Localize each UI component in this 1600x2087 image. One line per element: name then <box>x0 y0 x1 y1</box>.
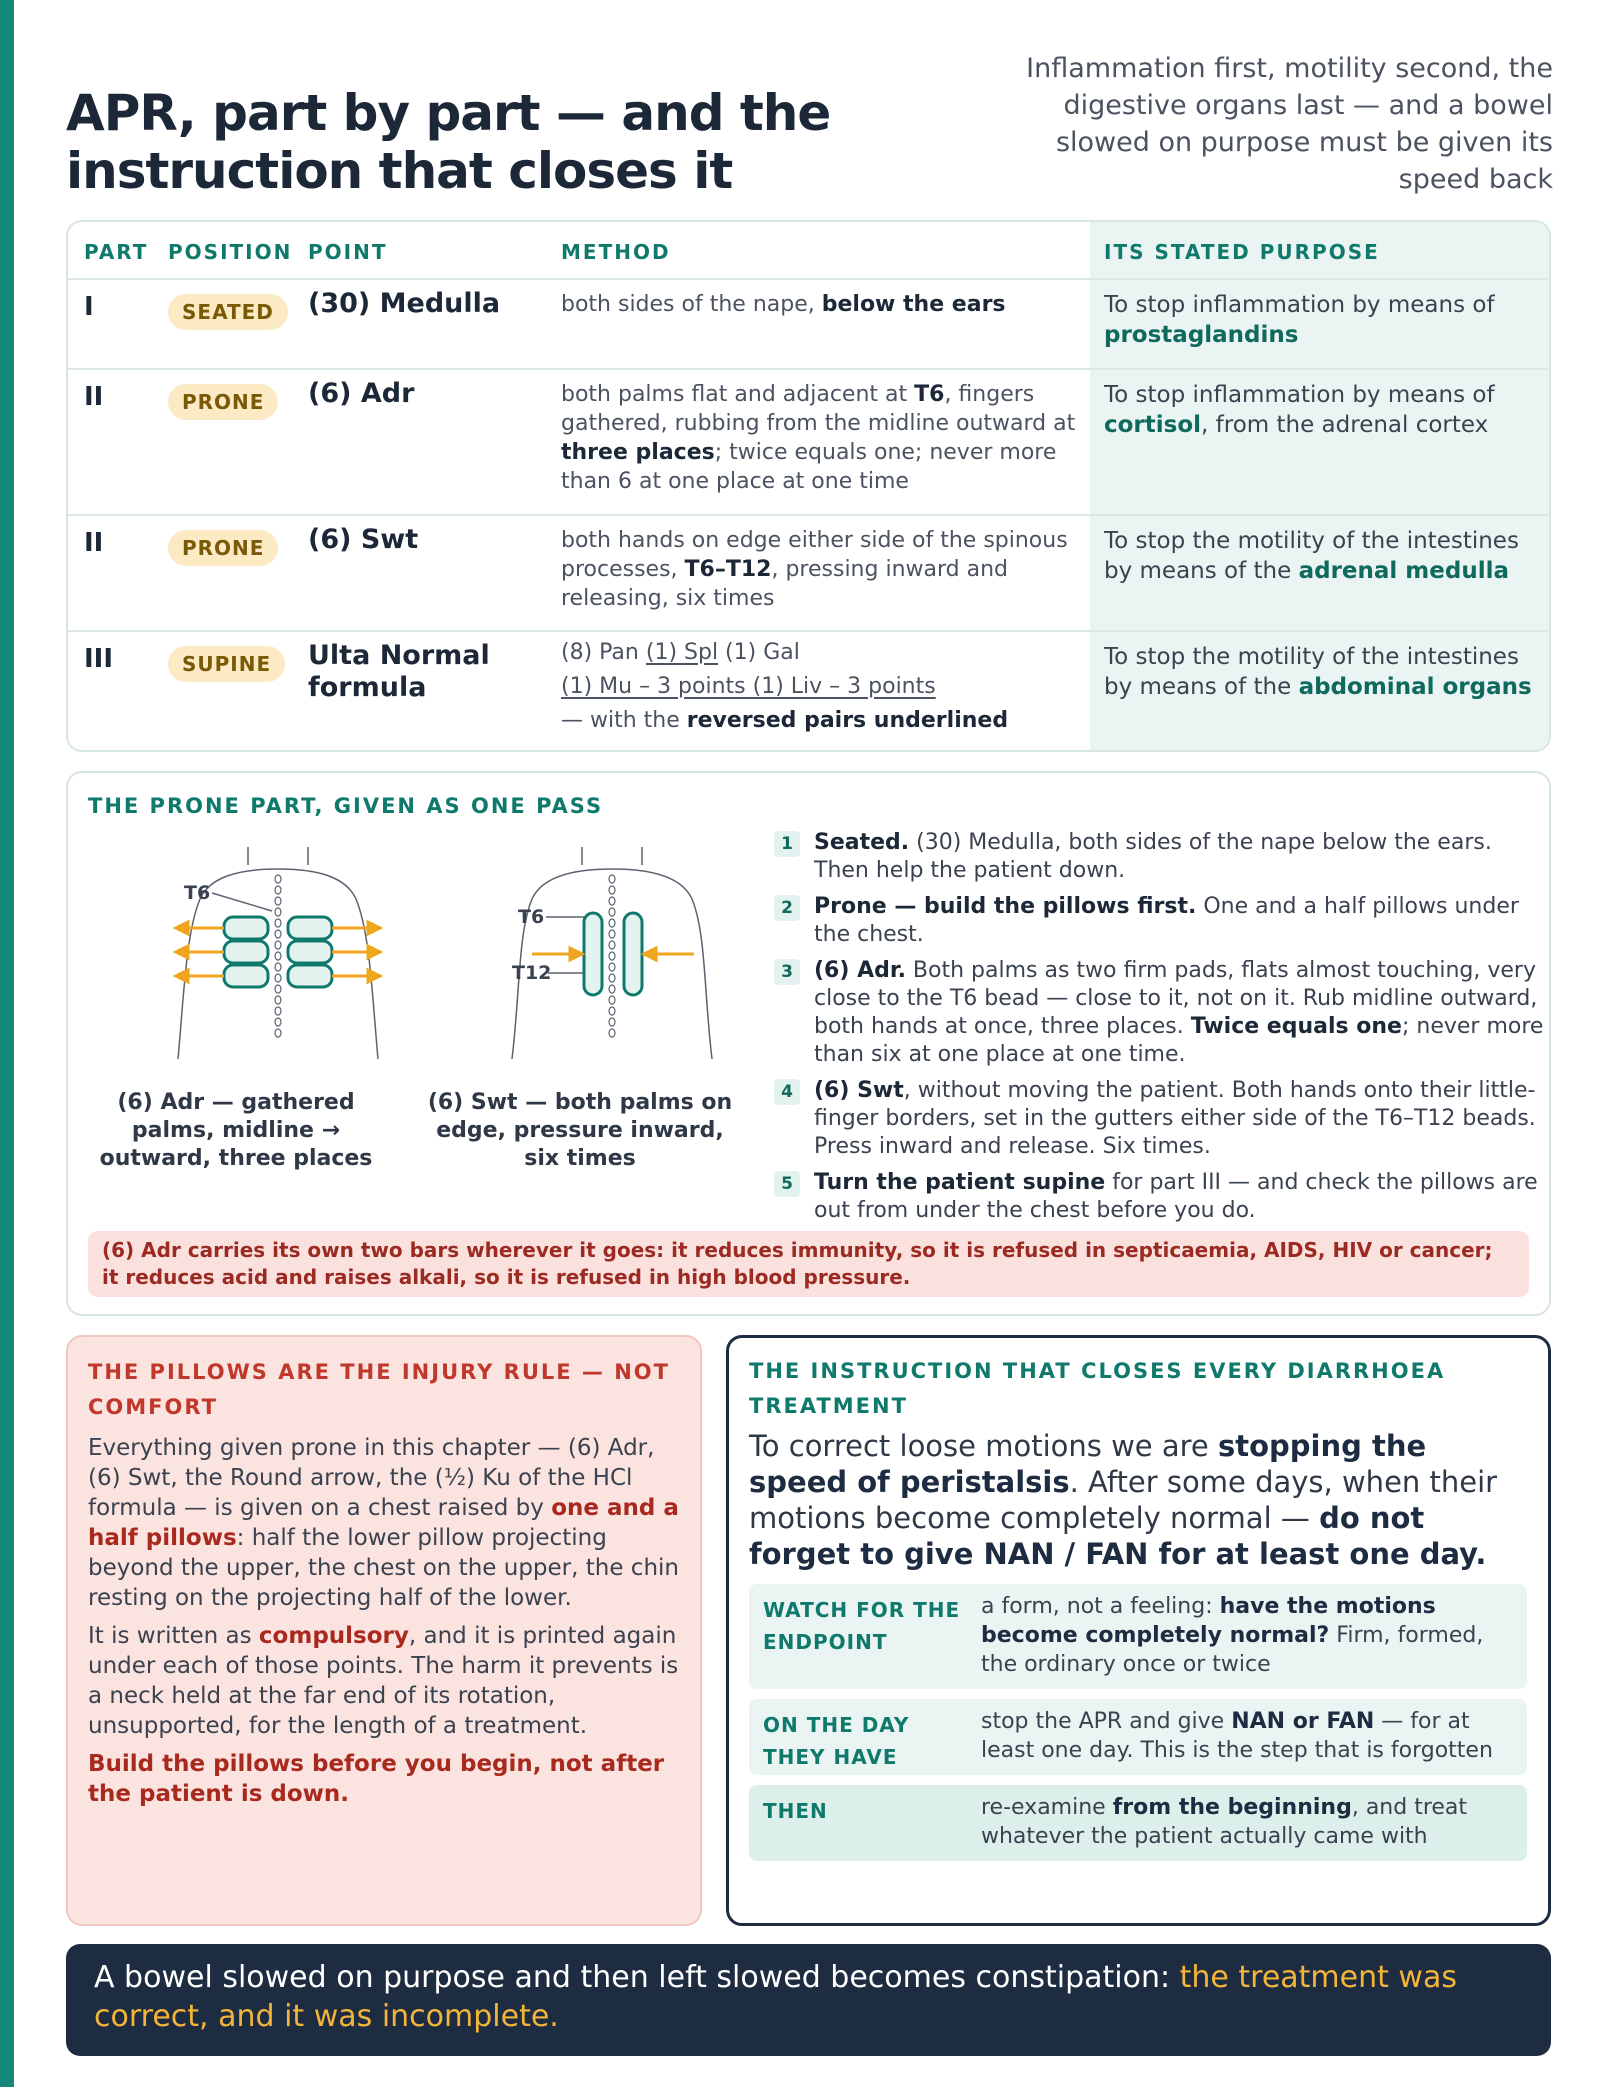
table-row <box>68 370 1551 514</box>
instruction-lead: To correct loose motions we are stopping the speed of peristalsis. After some days, when their motions become completely normal — do not forget to give NAN / FAN for at least one day. <box>749 1429 1498 1571</box>
pillows-paragraph-3: Build the pillows before you begin, not after the patient is down. <box>88 1751 665 1807</box>
step-number: 5 <box>774 1171 800 1197</box>
point-cell: (6) Swt <box>308 524 419 555</box>
pillows-heading: THE PILLOWS ARE THE INJURY RULE — NOT COMFORT <box>88 1360 670 1419</box>
list-item: 1 Seated. (30) Medulla, both sides of the nape below the ears. Then help the patient down. <box>774 829 1544 885</box>
steps-list <box>774 829 1544 1233</box>
row-label: THEN <box>763 1799 828 1823</box>
position-badge: SUPINE <box>168 646 285 682</box>
point-cell: (30) Medulla <box>308 288 501 319</box>
t12-label: T12 <box>512 962 552 984</box>
header-point: POINT <box>308 240 388 264</box>
left-accent-bar <box>0 0 14 2087</box>
row-label: WATCH FOR THE ENDPOINT <box>763 1598 961 1654</box>
adr-contraindication-warning: (6) Adr carries its own two bars wherever it goes: it reduces immunity, so it is refused in septicaemia, AIDS, HIV or cancer; it reduces acid and raises alkali, so it is refused in high blood pressure. <box>88 1231 1529 1297</box>
method-cell: both palms flat and adjacent at T6, fingers gathered, rubbing from the midline outward at three places; twice equals one; never more than 6 at one place at one time <box>561 382 1076 494</box>
purpose-cell: To stop inflammation by means of prostaglandins <box>1104 292 1495 348</box>
table-row <box>68 516 1551 630</box>
instruction-heading: THE INSTRUCTION THAT CLOSES EVERY DIARRHOEA TREATMENT <box>749 1359 1446 1418</box>
table-row <box>68 280 1551 368</box>
instruction-row: THEN re-examine from the beginning, and treat whatever the patient actually came with <box>749 1785 1527 1861</box>
part-cell: II <box>84 382 104 412</box>
adr-back-diagram <box>128 843 428 1063</box>
purpose-cell: To stop the motility of the intestines by means of the adrenal medulla <box>1104 528 1519 584</box>
closing-instruction-card <box>726 1335 1551 1926</box>
apr-table <box>66 220 1551 752</box>
part-cell: I <box>84 292 94 322</box>
step-number: 1 <box>774 831 800 857</box>
header-method: METHOD <box>561 240 671 264</box>
list-item: 2 Prone — build the pillows first. One and a half pillows under the chest. <box>774 893 1544 949</box>
page-title: APR, part by part — and the instruction that closes it <box>66 84 831 200</box>
t6-label: T6 <box>184 882 211 904</box>
header-part: PART <box>84 240 149 264</box>
t6-label: T6 <box>518 906 545 928</box>
swt-back-diagram <box>468 843 768 1063</box>
formula-line-1: (8) Pan (1) Spl (1) Gal <box>561 640 800 665</box>
header-purpose: ITS STATED PURPOSE <box>1104 240 1380 264</box>
swt-caption: (6) Swt — both palms on edge, pressure inward, six times <box>427 1090 733 1171</box>
list-item: 3 (6) Adr. Both palms as two firm pads, flats almost touching, very close to the T6 bead — close to it, not on it. Rub midline outward, both hands at once, three places. Twice equals one; never more than six at one place at one time. <box>774 957 1544 1069</box>
purpose-cell: To stop the motility of the intestines by means of the abdominal organs <box>1104 644 1532 700</box>
position-badge: PRONE <box>168 530 278 566</box>
part-cell: III <box>84 644 114 674</box>
page-subtitle: Inflammation first, motility second, the digestive organs last — and a bowel slowed on purpose must be given its speed back <box>1026 53 1553 195</box>
table-row <box>68 632 1551 752</box>
step-number: 2 <box>774 895 800 921</box>
part-cell: II <box>84 528 104 558</box>
step-number: 3 <box>774 959 800 985</box>
point-cell: Ulta Normal formula <box>308 640 490 703</box>
step-number: 4 <box>774 1079 800 1105</box>
list-item: 5 Turn the patient supine for part III — and check the pillows are out from under the chest before you do. <box>774 1169 1544 1225</box>
list-item: 4 (6) Swt, without moving the patient. Both hands onto their little-finger borders, set in the gutters either side of the T6–T12 beads. Press inward and release. Six times. <box>774 1077 1544 1161</box>
instruction-row: WATCH FOR THE ENDPOINT a form, not a feeling: have the motions become completely normal? Firm, formed, the ordinary once or twice <box>749 1584 1527 1689</box>
position-badge: SEATED <box>168 294 288 330</box>
instruction-row: ON THE DAY THEY HAVE stop the APR and give NAN or FAN — for at least one day. This is the step that is forgotten <box>749 1699 1527 1775</box>
formula-line-2: (1) Mu – 3 points (1) Liv – 3 points <box>561 674 936 699</box>
prone-heading: THE PRONE PART, GIVEN AS ONE PASS <box>88 794 604 818</box>
purpose-cell: To stop inflammation by means of cortisol, from the adrenal cortex <box>1104 382 1495 438</box>
pillows-paragraph-2: It is written as compulsory, and it is printed again under each of those points. The harm it prevents is a neck held at the far end of its rotation, unsupported, for the length of a treatment. <box>88 1623 679 1739</box>
method-cell <box>561 636 1081 738</box>
pillows-paragraph-1: Everything given prone in this chapter — (6) Adr, (6) Swt, the Round arrow, the (½) Ku of the HCl formula — is given on a chest raised by one and a half pillows: half the lower pillow projecting beyond the upper, the chest on the upper, the chin resting on the projecting half of the lower. <box>88 1435 679 1611</box>
prone-part-card <box>66 771 1551 1316</box>
pillows-rule-card <box>66 1335 702 1926</box>
point-cell: (6) Adr <box>308 378 415 409</box>
header-position: POSITION <box>168 240 293 264</box>
row-label: ON THE DAY THEY HAVE <box>763 1713 910 1769</box>
method-cell: both sides of the nape, below the ears <box>561 292 1006 317</box>
position-badge: PRONE <box>168 384 278 420</box>
adr-caption: (6) Adr — gathered palms, midline → outward, three places <box>99 1090 373 1171</box>
method-cell: both hands on edge either side of the spinous processes, T6–T12, pressing inward and releasing, six times <box>561 528 1068 611</box>
closing-banner: A bowel slowed on purpose and then left slowed becomes constipation: the treatment was correct, and it was incomplete. <box>66 1944 1551 2056</box>
formula-line-3: — with the reversed pairs underlined <box>561 708 1009 733</box>
